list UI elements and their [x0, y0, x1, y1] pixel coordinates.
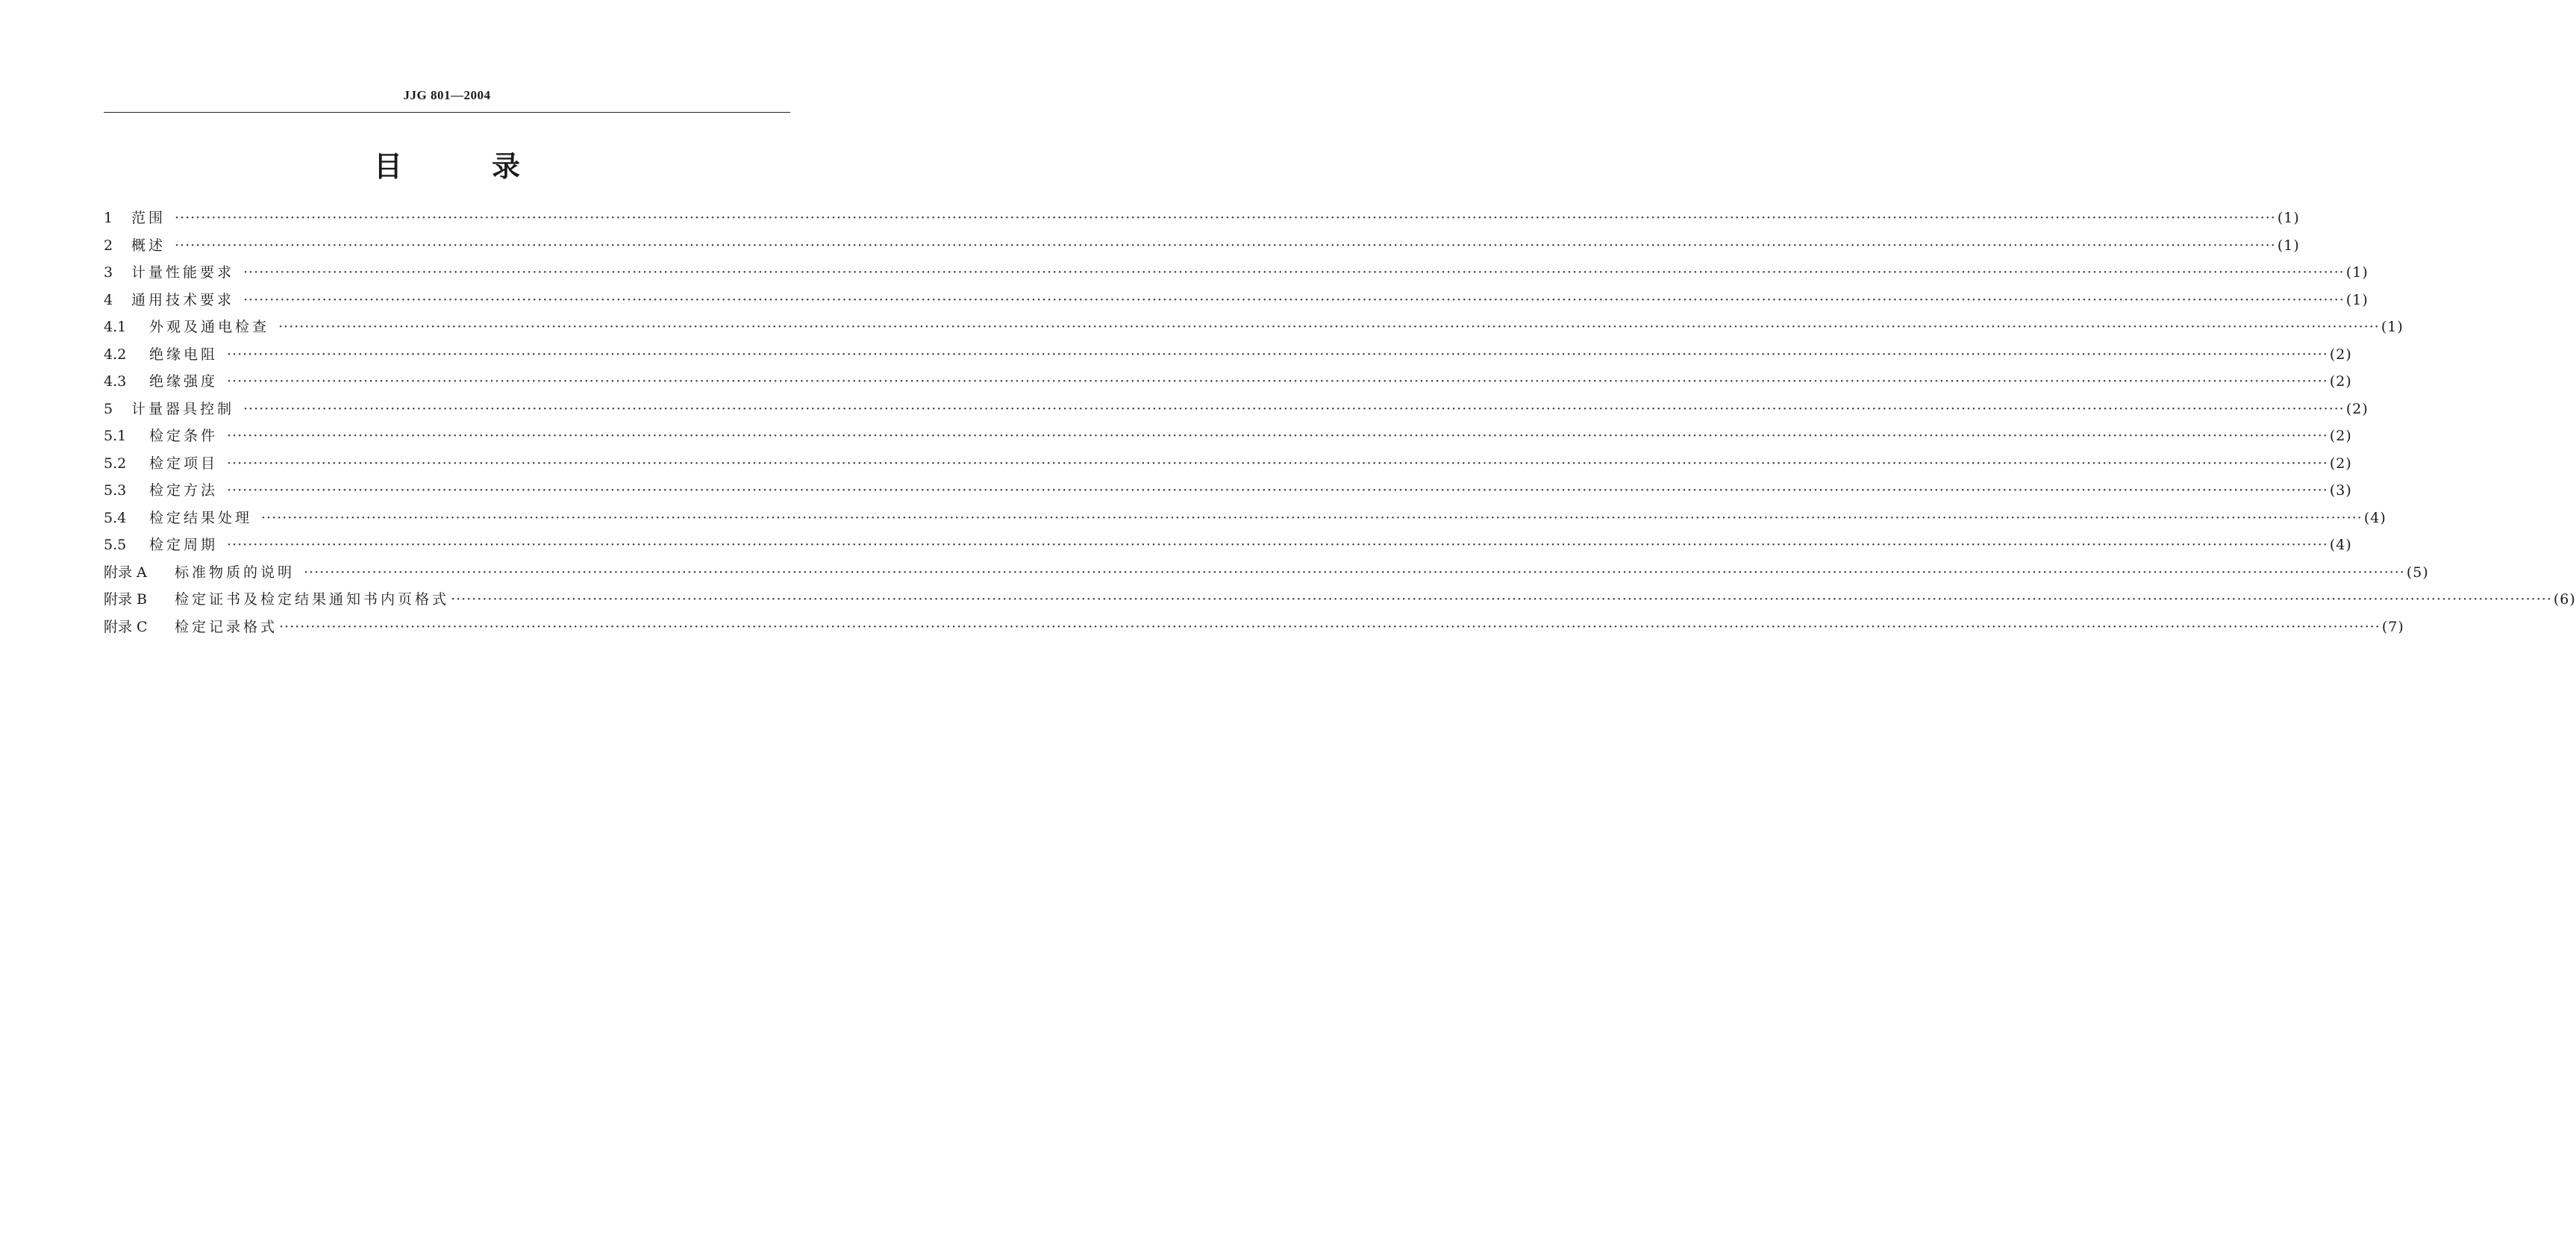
toc-entry[interactable] [104, 316, 2404, 343]
toc-entry-label: 标准物质的说明 [175, 564, 296, 581]
toc-entry[interactable] [104, 425, 2352, 452]
toc-entry-page: (4) [2363, 509, 2386, 526]
toc-entry-number: 附录 B [104, 591, 148, 608]
toc-entry-number: 5.2 [104, 455, 127, 472]
toc-entry[interactable] [104, 561, 2429, 589]
page-title [104, 146, 790, 187]
toc-entry-number: 5.1 [104, 428, 127, 444]
title-char-2: 录 [492, 150, 521, 183]
toc-entry-page: (5) [2406, 564, 2429, 581]
toc-entry-page: (1) [2277, 237, 2300, 254]
toc-entry[interactable] [104, 343, 2352, 371]
header-rule [104, 112, 790, 113]
toc-dot-leader: ················································································································································································································································································································································································································ [243, 400, 2345, 417]
toc-dot-leader: ················································································································································································································································································································································································································ [451, 591, 2552, 608]
toc-dot-leader: ················································································································································································································································································································································································································ [227, 428, 2328, 444]
toc-entry-number: 2 [104, 237, 113, 254]
toc-entry[interactable] [104, 234, 2300, 262]
toc-entry-page: (1) [2345, 291, 2369, 308]
toc-entry-label: 范围 [131, 210, 166, 226]
toc-dot-leader: ················································································································································································································································································································································································································ [243, 264, 2345, 281]
toc-entry-number: 4.1 [104, 319, 127, 335]
toc-entry-label: 检定项目 [149, 455, 219, 472]
toc-entry-page: (1) [2345, 264, 2369, 281]
document-code-header: JJG 801—2004 [403, 88, 491, 102]
toc-entry-label: 检定方法 [149, 482, 219, 499]
toc-entry-label: 检定周期 [149, 537, 219, 553]
toc-entry[interactable] [104, 207, 2300, 234]
toc-entry-page: (1) [2277, 210, 2300, 226]
toc-entry[interactable] [104, 479, 2352, 507]
toc-entry-label: 绝缘电阻 [149, 346, 219, 363]
toc-entry[interactable] [104, 588, 2576, 616]
toc-dot-leader: ················································································································································································································································································································································································································ [175, 210, 2276, 226]
toc-entry-page: (4) [2329, 537, 2352, 553]
toc-entry-number: 附录 A [104, 564, 147, 581]
toc-entry-label: 计量器具控制 [131, 400, 235, 417]
toc-entry-label: 计量性能要求 [131, 264, 235, 281]
toc-entry-page: (1) [2380, 319, 2404, 335]
toc-dot-leader: ················································································································································································································································································································································································································ [227, 455, 2328, 472]
toc-entry-label: 检定记录格式 [175, 618, 278, 635]
toc-entry-number: 5.3 [104, 482, 127, 499]
toc-entry-label: 检定结果处理 [149, 509, 253, 526]
toc-dot-leader: ················································································································································································································································································································································································································ [278, 319, 2380, 335]
toc-entry[interactable] [104, 370, 2352, 398]
toc-entry-number: 4 [104, 291, 113, 308]
toc-entry-page: (2) [2329, 428, 2352, 444]
toc-dot-leader: ················································································································································································································································································································································································································ [175, 237, 2276, 254]
toc-dot-leader: ················································································································································································································································································································································································································ [243, 291, 2345, 308]
toc-entry-page: (2) [2329, 373, 2352, 390]
toc-entry[interactable] [104, 261, 2369, 289]
toc-entry-number: 3 [104, 264, 113, 281]
toc-dot-leader: ················································································································································································································································································································································································································ [261, 509, 2363, 526]
toc-entry-page: (2) [2329, 346, 2352, 363]
toc-entry-number: 5 [104, 400, 113, 417]
toc-entry[interactable] [104, 616, 2404, 643]
toc-entry[interactable] [104, 507, 2386, 534]
toc-dot-leader: ················································································································································································································································································································································································································ [279, 618, 2380, 635]
toc-entry-label: 通用技术要求 [131, 291, 235, 308]
toc-entry-page: (7) [2381, 618, 2404, 635]
toc-entry-number: 5.5 [104, 537, 127, 553]
toc-entry-number: 4.2 [104, 346, 127, 363]
toc-dot-leader: ················································································································································································································································································································································································································ [227, 373, 2328, 390]
toc-entry-page: (3) [2329, 482, 2352, 499]
table-of-contents [104, 207, 2576, 643]
toc-entry-number: 5.4 [104, 509, 127, 526]
toc-entry-page: (2) [2345, 400, 2369, 417]
toc-entry-label: 检定证书及检定结果通知书内页格式 [175, 591, 450, 608]
toc-dot-leader: ················································································································································································································································································································································································································ [227, 346, 2328, 363]
toc-dot-leader: ················································································································································································································································································································································································································ [304, 564, 2405, 581]
toc-entry-page: (6) [2553, 591, 2576, 608]
toc-entry-number: 1 [104, 210, 113, 226]
title-char-1: 目 [373, 150, 402, 183]
toc-dot-leader: ················································································································································································································································································································································································································ [227, 482, 2328, 499]
toc-entry-number: 附录 C [104, 618, 148, 635]
toc-entry-number: 4.3 [104, 373, 127, 390]
toc-entry-label: 检定条件 [149, 428, 219, 444]
toc-entry-label: 绝缘强度 [149, 373, 219, 390]
toc-dot-leader: ················································································································································································································································································································································································································ [227, 537, 2328, 553]
toc-entry-page: (2) [2329, 455, 2352, 472]
toc-entry[interactable] [104, 534, 2352, 561]
toc-entry[interactable] [104, 452, 2352, 480]
toc-entry-label: 外观及通电检查 [149, 319, 270, 335]
toc-entry-label: 概述 [131, 237, 166, 254]
toc-entry[interactable] [104, 289, 2369, 316]
toc-entry[interactable] [104, 398, 2369, 425]
